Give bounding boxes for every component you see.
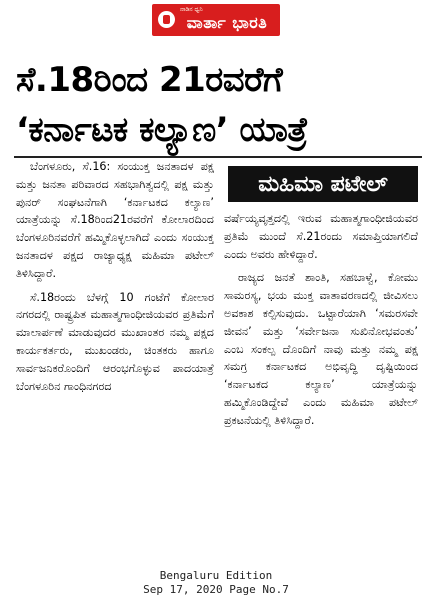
article-paragraph: ಸೆ.18ರಂದು ಬೆಳಗ್ಗೆ 10 ಗಂಟೆಗೆ ಕೋಲಾರ ನಗರದಲ್ಲಿ ರಾಷ್ಟ್ರಪಿತ ಮಹಾತ್ಮಗಾಂಧೀಜಿಯವರ ಪ್ರತಿಮೆಗೆ ಮಾಲಾರ್ಪಣೆ ಮಾಡುವುದರ ಮುಖಾಂತರ ನಮ್ಮ ಪಕ್ಷದ ಕಾರ್ಯಕರ್ತರು, ಮುಖಂಡರು, ಚಿಂತಕರು ಹಾಗೂ ಸಾರ್ವಜನಿಕರೊಂದಿಗೆ ಆರಂಭಗೊಳ್ಳುವ ಪಾದಯಾತ್ರೆ ಬೆಂಗಳೂರಿನ ಗಾಂಧಿನಗರದ (16, 290, 214, 393)
edition-date-page: Sep 17, 2020 Page No.7 (143, 583, 289, 596)
logo-icon (158, 11, 175, 28)
article-column-right (224, 210, 418, 430)
byline-box: ಮಹಿಮಾ ಪಟೇಲ್ (228, 166, 418, 202)
news-clipping (0, 52, 432, 568)
headline-line-1: ಸೆ.18ರಿಂದ 21ರವರೆಗೆ (16, 60, 283, 100)
masthead-tagline: ನಾಡಿನ ಧ್ವನಿ (180, 6, 203, 13)
edition-name: Bengaluru Edition (159, 569, 273, 582)
article-paragraph: ರಾಜ್ಯದ ಜನತೆ ಶಾಂತಿ, ಸಹಬಾಳ್ವೆ, ಕೋಮು ಸಾಮರಸ್ಯ, ಭಯ ಮುಕ್ತ ವಾತಾವರಣದಲ್ಲಿ ಜೀವಿಸಲು ಅವಕಾಶ ಕಲ್ಪಿಸುವುದು. ಒಟ್ಟಾರೆಯಾಗಿ ‘ಸಮರಸವೇ ಜೀವನ’ ಮತ್ತು ‘ಸರ್ವೇಜನಾ ಸುಖಿನೋಭವಂತು’ ಎಂಬ ಸಂಕಲ್ಪ ದೊಂದಿಗೆ ನಾವು ಮತ್ತು ನಮ್ಮ ಪಕ್ಷ ಸಮಗ್ರ ಕರ್ನಾಟಕದ ಅಭಿವೃದ್ಧಿ ದೃಷ್ಟಿಯಿಂದ ‘ಕರ್ನಾಟಕದ ಕಲ್ಯಾಣ’ ಯಾತ್ರೆಯನ್ನು ಹಮ್ಮಿಕೊಂಡಿದ್ದೇವೆ ಎಂದು ಮಹಿಮಾ ಪಟೇಲ್ ಪ್ರಕಟನೆಯಲ್ಲಿ ತಿಳಿಸಿದ್ದಾರೆ. (224, 271, 418, 427)
edition-footer (0, 569, 432, 597)
article-column-left (16, 158, 214, 395)
article-paragraph: ವರ್ಷೆಯ್ಯವೃತ್ತದಲ್ಲಿ ಇರುವ ಮಹಾತ್ಮಗಾಂಧೀಜಿಯವರ ಪ್ರತಿಮೆ ಮುಂದೆ ಸೆ.21ರಂದು ಸಮಾಪ್ತಿಯಾಗಲಿದೆ ಎಂದು ಅವರು ಹೇಳಿದ್ದಾರೆ. (224, 212, 418, 261)
headline-line-2: ‘ಕರ್ನಾಟಕ ಕಲ್ಯಾಣ’ ಯಾತ್ರೆ (16, 110, 308, 150)
article-paragraph: ಬೆಂಗಳೂರು, ಸೆ.16: ಸಂಯುಕ್ತ ಜನತಾದಳ ಪಕ್ಷ ಮತ್ತು ಜನತಾ ಪರಿವಾರದ ಸಹಭಾಗಿತ್ವದಲ್ಲಿ ಪಕ್ಷ ಮತ್ತು ಪುನರ್ ಸಂಘಟನೆಗಾಗಿ ‘ಕರ್ನಾಟಕದ ಕಲ್ಯಾಣ’ ಯಾತ್ರೆಯನ್ನು ಸೆ.18ರಿಂದ21ರವರೆಗೆ ಕೋಲಾರದಿಂದ ಬೆಂಗಳೂರಿನವರೆಗೆ ಹಮ್ಮಿಕೊಳ್ಳಲಾಗಿದೆ ಎಂದು ಸಂಯುಕ್ತ ಜನತಾದಳ ಪಕ್ಷದ ರಾಜ್ಯಾಧ್ಯಕ್ಷ ಮಹಿಮಾ ಪಟೇಲ್ ತಿಳಿಸಿದ್ದಾರೆ. (16, 160, 214, 280)
masthead-brand: ವಾರ್ತಾ ಭಾರತಿ (186, 13, 268, 32)
masthead-logo (152, 4, 280, 36)
